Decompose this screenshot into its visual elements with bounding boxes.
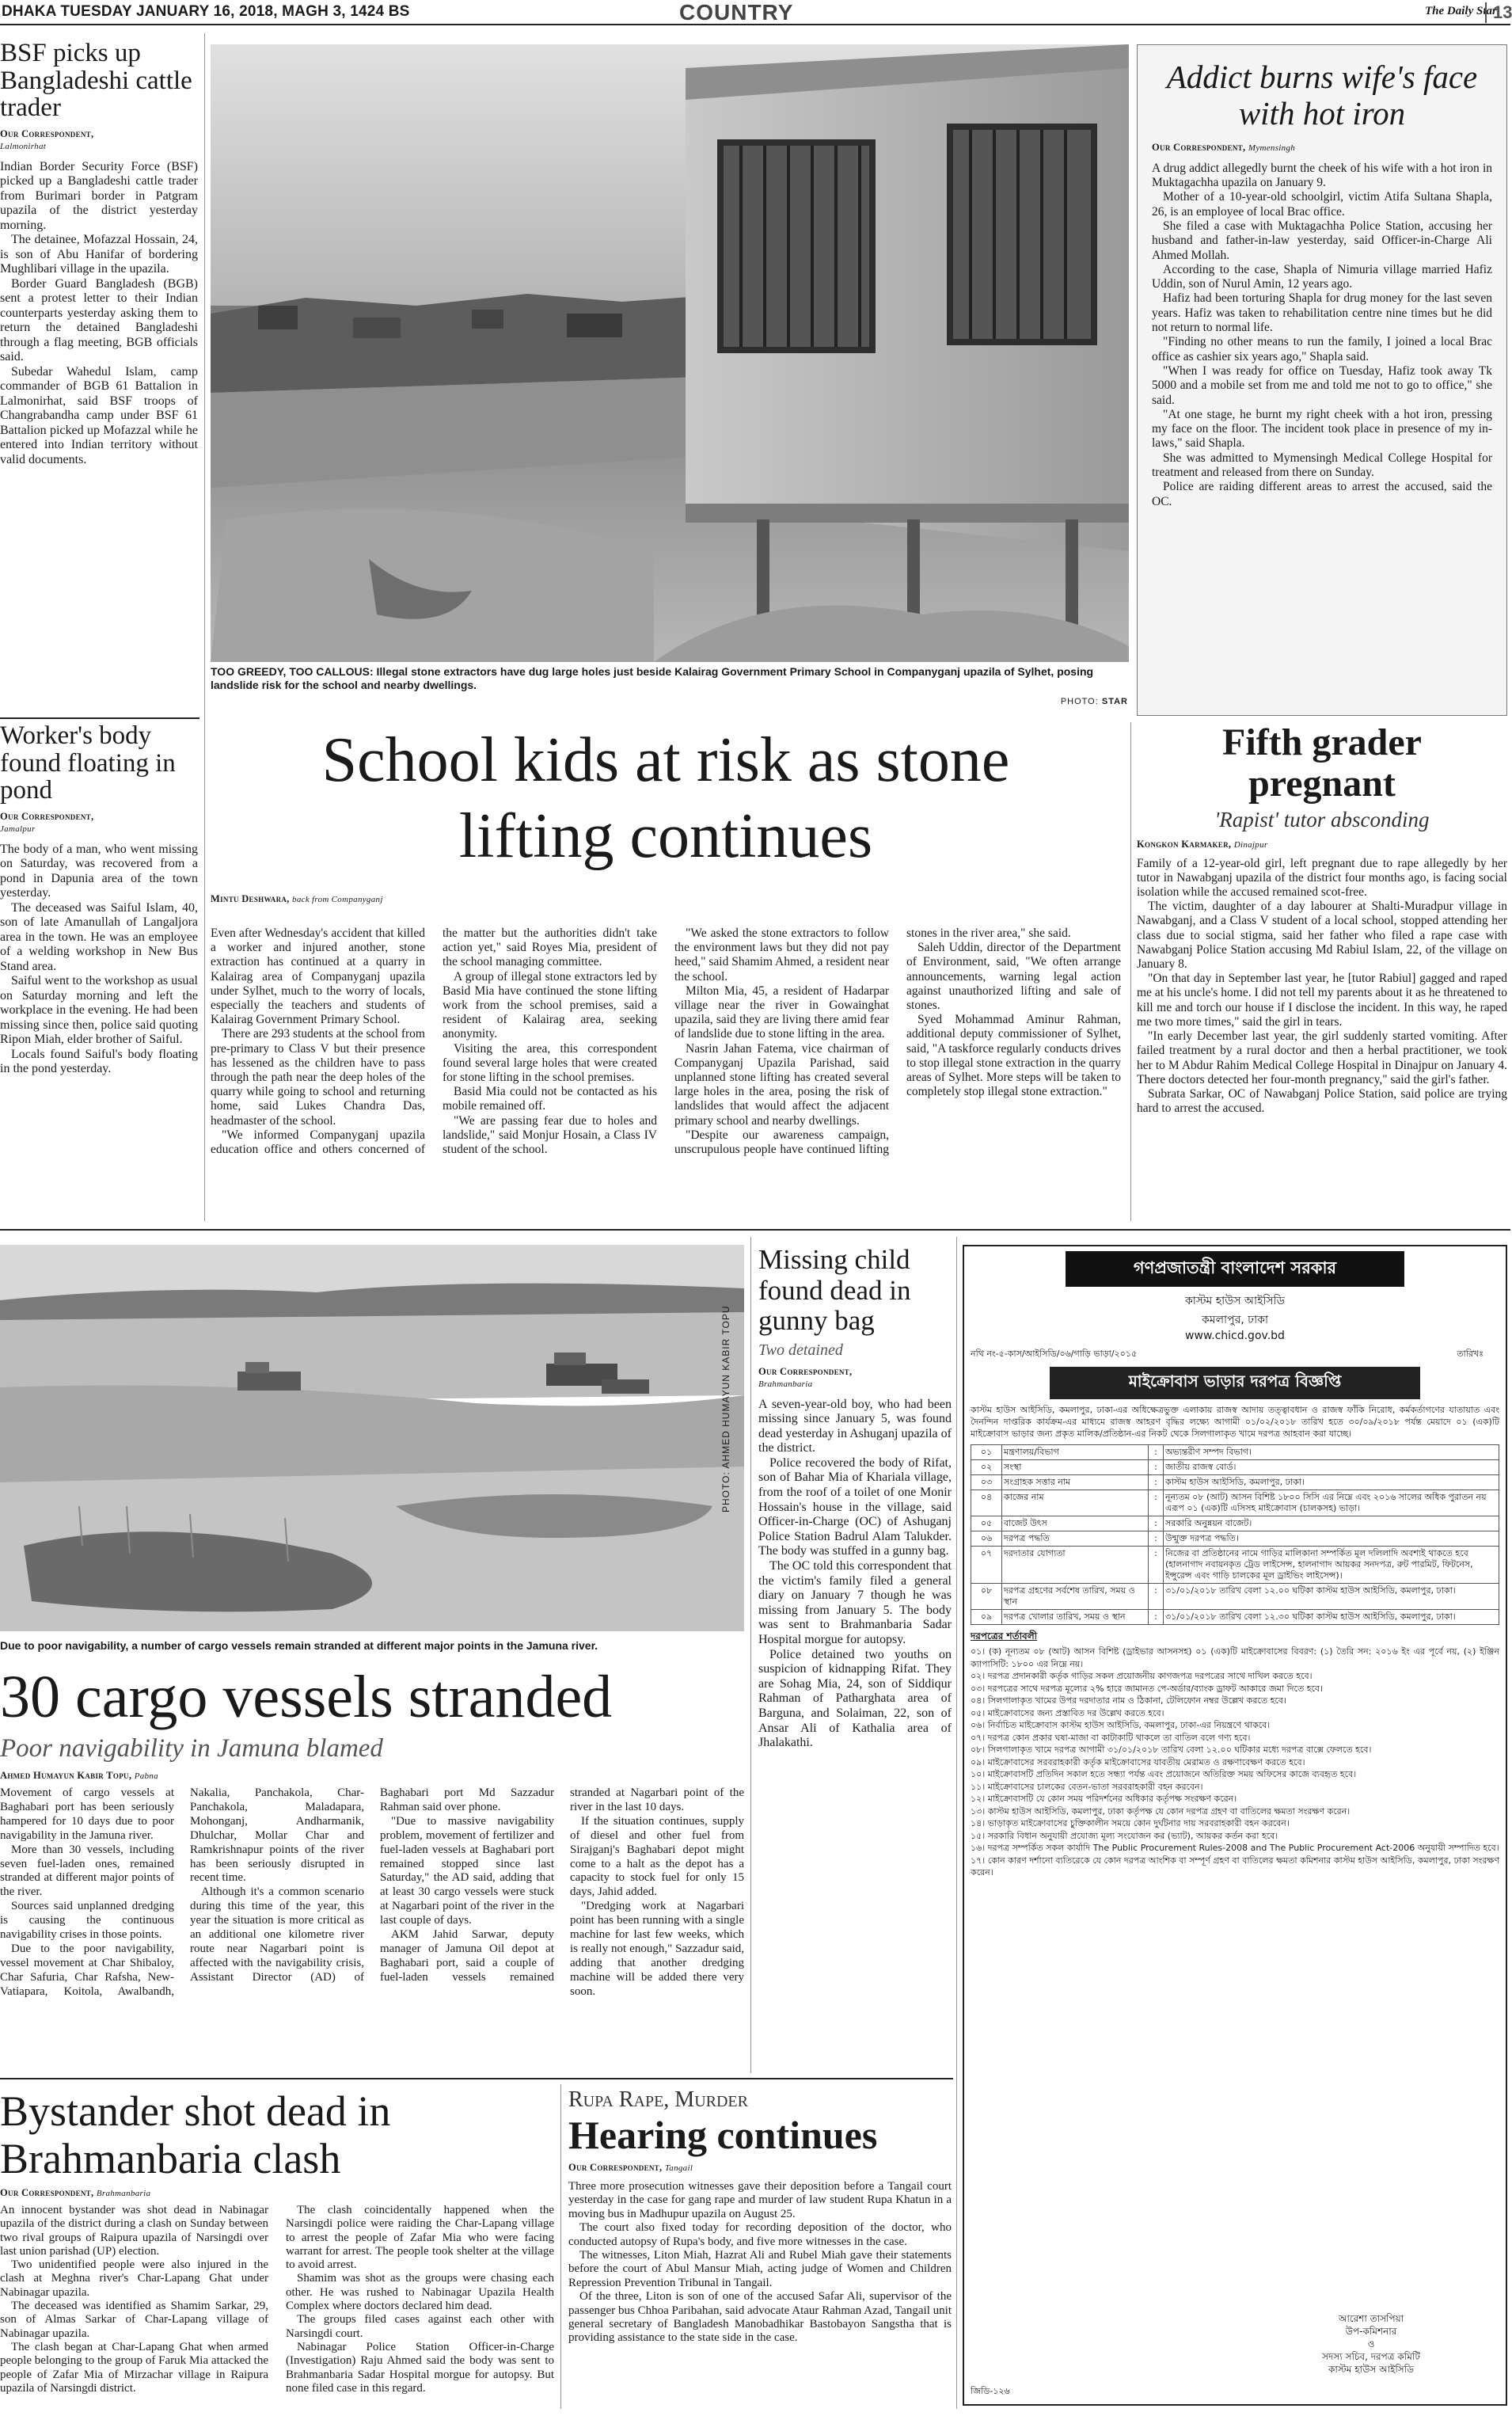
cargo-headline: 30 cargo vessels stranded (0, 1664, 613, 1730)
missing-story (758, 1245, 952, 2073)
masthead (0, 0, 1510, 25)
notice-term: ০৫। মাইক্রোবাসের জন্য প্রস্তাবিত দর উল্লেখ করতে হবে। (971, 1707, 1164, 1718)
notice-memo: নথি নং-৫-কাস/আইসিডি/০৬/গাড়ি ভাড়া/২০১৫ (971, 1349, 1138, 1359)
notice-row: ০৭ দরদাতার যোগ্যতা : নিজের বা প্রতিষ্ঠানের নামে গাড়ির মালিকানা সম্পর্কিত মূল দলিলাদি অবশ্যই থাকতে হবে (হালনাগাদ নবায়নকৃত ট্রেড লাইসেন্স, হালনাগাদ আয়কর সনদপত্র, রুট পারমিট, ফিটনেস, ইন্সুরেন্স এবং গাড়ি চালকের মূল ড্রাইভিং লাইসেন্স)। (971, 1547, 1499, 1584)
notice-website: www.chicd.gov.bd (1185, 1330, 1285, 1342)
fifth-body: Family of a 12-year-old girl, left pregnant due to rape allegedly by her tutor in Nawabganj upazila of the district four months ago, is facing social isolation while the accused remained scot-free. The victim, daughter of a day labourer at Shalti-Muradpur village in Nawabganj, and a Class V student of a local school, stopped attending her class due to social stigma, said her father who filed a rape case with Nawabganj Police Station accusing Md Rabiul Islam, 22, of the village on January 8. "On that day in September last year, he [tutor Rabiul] gagged and raped me at his uncle's home. I did not tell my parents about it as he threatened to kill me and torch our house if I disclose the incident. In this way, he raped me two more times," said the girl in tears. "In early December last year, the girl suddenly started vomiting. After failed treatment by a rural doctor and then a herbal practitioner, we took her to M Abdur Rahim Medical College Hospital in Dinajpur on January 4. There doctors detected her four-month pregnancy," said the girl's father. Subrata Sarkar, OC of Nawabganj Police Station, said police are trying hard to arrest the accused. (1137, 856, 1507, 1116)
fifth-story (1137, 722, 1507, 1223)
addict-byline: Our Correspondent, Mymensingh (1152, 141, 1296, 153)
signer-office: কাস্টম হাউস আইসিডি (1328, 2364, 1414, 2375)
notice-term: ১৩। কাস্টম হাউস আইসিডি, কমলাপুর, ঢাকা কর্তৃপক্ষ যে কোন দরপত্র গ্রহণ বা বাতিলের ক্ষমতা সংরক্ষণ করেন। (971, 1805, 1351, 1817)
bystander-headline: Bystander shot dead in Brahmanbaria clash (0, 2087, 391, 2182)
notice-term: ১৬। দরপত্র সম্পর্কিত সকল কার্যাদি The Public Procurement Rules-2008 and The Public Procurement Act-2006 অনুযায়ী সম্পাদিত হবে। (971, 1843, 1499, 1853)
notice-term: ১৭। কোন কারণ দর্শানো ব্যতিরেকে যে কোন দরপত্র আংশিক বা সম্পূর্ণ গ্রহণ বা বাতিলের ক্ষমতা কমিশনার কাস্টম হাউস আইসিডি, কমলাপুর, ঢাকা সংরক্ষণ করেন। (971, 1855, 1499, 1878)
addict-story (1137, 44, 1507, 716)
rupa-kicker: Rupa Rape, Murder (568, 2087, 748, 2112)
notice-row: ০৯ দরপত্র খোলার তারিখ, সময় ও স্থান : ৩১/০১/২০১৮ তারিখ বেলা ১২.৩০ ঘটিকা কাস্টম হাউস আইসিডি, কমলাপুর, ঢাকা। (971, 1610, 1499, 1625)
col-divider-right (1130, 722, 1131, 1221)
notice-title-bar: গণপ্রজাতন্ত্রী বাংলাদেশ সরকার (1066, 1251, 1404, 1287)
signer-and: ও (1367, 2338, 1375, 2349)
bsf-body: Indian Border Security Force (BSF) picked up a Bangladeshi cattle trader from Burimari border in Patgram upazila of the district yesterday morning. The detainee, Mofazzal Hossain, 24, is son of Abu Hanifar of bordering Mughlibari village in the upazila. Border Guard Bangladesh (BGB) sent a protest letter to their Indian counterparts yesterday asking them to return the detained Bangladeshi through a flag meeting, BGB officials said. Subedar Wahedul Islam, camp commander of BGB 61 Battalion in Lalmonirhat, said BSF troops of Changrabandha camp under BSF 61 Battalion picked up Mofazzal while he entered into Indian territory without valid documents. (0, 159, 198, 466)
quarry-illustration (211, 44, 1129, 662)
fifth-headline: Fifth grader pregnant (1222, 721, 1422, 805)
river-photo-credit: PHOTO: AHMED HUMAYUN KABIR TOPU (720, 1305, 731, 1512)
cargo-body: Movement of cargo vessels at Baghabari port has been seriously hampered for 10 days due to poor navigability in the Jamuna river. More than 30 vessels, including seven fuel-laden ones, remained stranded at different major points of the river. Sources said unplanned dredging is causing the continuous navigability crises in those points. Due to the poor navigability, vessel movement at Char Shibaloy, Char Safuria, Char Rafsha, New-Vatiapara, Koitola, Awalbandh, Nakalia, Panchakola, Char-Panchakola, Maladapara, Mohonganj, Andharmanik, Dhulchar, Mollar Char and Ramkrishnapur points of the river has been seriously disrupted in recent time. Although it's a common scenario during this time of the year, this year the situation is more critical as an additional one kilometre river route near Nagarbari point is affected with the navigability crisis, Assistant Director (AD) of Baghabari port Md Sazzadur Rahman said over phone. "Due to massive navigability problem, movement of fertilizer and fuel-laden vessels at Baghabari port remained stopped since last Saturday," the AD said, adding that at least 30 cargo vessels were stuck at Nagarbari point of the river in the last couple of days. AKM Jahid Sarwar, deputy manager of Jamuna Oil depot at Baghabari port, said a couple of fuel-laden vessels remained stranded at Nagarbari point of the river in the last 10 days. If the situation continues, supply of diesel and other fuel from Sirajganj's Baghabari depot might come to a halt as the depot has a capacity to stock fuel for only 15 days, Jahid added. "Dredging work at Nagarbari point has been running with a single machine for last few weeks, which is really not enough," Sazzadur said, adding that another dredging machine will be added there very soon. (0, 1786, 744, 1998)
notice-row: ০৮ দরপত্র গ্রহণের সর্বশেষ তারিখ, সময় ও স্থান : ৩১/০১/২০১৮ তারিখ বেলা ১২.০০ ঘটিকা কাস্টম হাউস আইসিডি, কমলাপুর, ঢাকা। (971, 1584, 1499, 1610)
river-photo-caption: Due to poor navigability, a number of cargo vessels remain stranded at different major points in the Jamuna river. (0, 1639, 598, 1652)
workers-body: The body of a man, who went missing on Saturday, was recovered from a pond in Dapunia area of the town yesterday. The deceased was Saiful Islam, 40, son of late Amanullah of Langaljora area in the town. He was an employee of a welding workshop in New Bus Stand area. Saiful went to the workshop as usual on Saturday morning and left the workplace in the evening. He had been missing since then, police said quoting Ripon Miah, elder brother of Saiful. Locals found Saiful's body floating in the pond yesterday. (0, 842, 198, 1076)
river-illustration (0, 1245, 744, 1631)
river-photo (0, 1245, 744, 1631)
signer-committee: সদস্য সচিব, দরপত্র কমিটি (1322, 2351, 1420, 2362)
notice-terms (971, 1646, 1499, 1879)
bsf-story (0, 40, 198, 719)
workers-byline: Our Correspondent, Jamalpur (0, 810, 94, 834)
school-byline: Mintu Deshwara, back from Companyganj (211, 893, 383, 904)
missing-body: A seven-year-old boy, who had been missing since January 5, was found dead yesterday in Ashuganj upazila of the district. Police recovered the body of Rifat, son of Bahar Mia of Khariala village, from the roof of a toilet of one Monir Hossain's house in the village, said Officer-in-Charge (OC) of Ashuganj Police Station Badrul Alam Talukder. The body was stuffed in a gunny bag. The OC told this correspondent that the victim's family filed a general diary on January 7 though he was missing from January 5. The body was sent to Brahmanbaria Sadar Hospital morgue for autopsy. Police detained two youths on suspicion of kidnapping Rifat. They are Sohag Mia, 24, son of Siddiqur Rahman of Patharghata area of Barguna, and Solaiman, 22, son of Ansar Ali of Kathalia area of Jhalakathi. (758, 1397, 952, 1750)
signer-name: আরেশা তাসপিয়া (1338, 2313, 1404, 2324)
notice-intro: কাস্টম হাউস আইসিডি, কমলাপুর, ঢাকা-এর অধিক্ষেত্রভুক্ত এলাকায় রাজস্ব আদায় তত্ত্বাবধান ও রাজস্ব ফাঁকি নিরোধ, কর্মকর্তাগণের যাতায়াত এবং দৈনন্দিন দাপ্তরিক কার্যক্রম-এর মাধ্যমে রাজস্ব আহরণ বৃদ্ধির লক্ষ্যে আগামী ০১/০২/২০১৮ তারিখ হতে ৩০/০৯/২০১৮ পর্যন্ত মেয়াদে ০১ (এক)টি মাইক্রোবাস ভাড়ার জন্য প্রকৃত মালিক/প্রতিষ্ঠান-এর নিকট থেকে সিলগালাকৃত খামে দরপত্র আহবান করা যাচ্ছে। (971, 1405, 1499, 1439)
notice-row: ০৪ কাজের নাম : নূন্যতম ০৮ (আট) আসন বিশিষ্ট ১৮০০ সিসি এর নিম্নে এবং ২০১৬ সালের অধিক পুরাতন নয় এরূপ ০১ (এক)টি এসিসহ মাইক্রোবাস (চালকসহ) ভাড়া। (971, 1490, 1499, 1516)
rupa-byline: Our Correspondent, Tangail (568, 2162, 693, 2173)
quarry-photo-credit: PHOTO: STAR (1060, 697, 1128, 706)
notice-term: ০৮। সিলগালাকৃত খামে দরপত্র আগামী ৩১/০১/২০১৮ তারিখ বেলা ১২.০০ ঘটিকার মধ্যে দরপত্র বাক্সে ফেলতে হবে। (971, 1744, 1372, 1755)
notice-row: ০২ সংস্থা : জাতীয় রাজস্ব বোর্ড। (971, 1460, 1499, 1475)
paper-name: The Daily Star (1425, 5, 1497, 17)
notice-term: ১১। মাইক্রোবাসের চালকের বেতন-ভাতা সরবরাহকারী বহন করবেন। (971, 1781, 1203, 1792)
notice-term: ১৫। সরকারি বিধান অনুযায়ী প্রযোজ্য মূল্য সংযোজন কর (ভ্যাট), আয়কর কর্তন করা হবে। (971, 1830, 1278, 1841)
missing-headline: Missing child found dead in gunny bag (758, 1244, 911, 1336)
tender-notice (963, 1245, 1507, 2406)
rule-bottom (0, 2078, 953, 2079)
fifth-subhead: 'Rapist' tutor absconding (1214, 807, 1430, 831)
notice-term: ১৪। ভাড়াকৃত মাইক্রোবাসের চুক্তিকালীন সময়ে কোন দুর্ঘটনার দায় সরবরাহকারী বহন করবেন। (971, 1818, 1290, 1828)
rupa-story (568, 2087, 952, 2410)
notice-term: ০৭। দরপত্র কোন প্রকার ঘষা-মাজা বা কাটাকাটি থাকলে তা বাতিল বলে গণ্য হবে। (971, 1732, 1251, 1743)
notice-term: ০৪। সিলগালাকৃত খামের উপর দরদাতার নাম ও ঠিকানা, টেলিফোন নম্বর উল্লেখ করতে হবে। (971, 1695, 1286, 1706)
quarry-photo-caption: TOO GREEDY, TOO CALLOUS: Illegal stone extractors have dug large holes just beside Kalairag Government Primary School in Companyganj upazila of Sylhet, posing landslide risk for the school and nearby dwellings. (211, 665, 1094, 691)
cargo-byline: Ahmed Humayun Kabir Topu, Pabna (0, 1770, 158, 1781)
notice-date-label: তারিখঃ (1457, 1349, 1484, 1359)
signer-title: উপ-কমিশনার (1345, 2326, 1397, 2337)
cargo-subhead: Poor navigability in Jamuna blamed (0, 1734, 383, 1763)
rule-middle (0, 1229, 1510, 1231)
notice-signature (1268, 2312, 1474, 2376)
bsf-byline: Our Correspondent, Lalmonirhat (0, 127, 94, 151)
missing-byline: Our Correspondent, Brahmanbaria (758, 1365, 853, 1389)
fifth-byline: Kongkon Karmaker, Dinajpur (1137, 838, 1268, 850)
notice-term: ০৩। দরপত্রের সাথে দরপত্র মূল্যের ২% হারে জামানত পে-অর্ডার/ব্যাংক ড্রাফট আকারে জমা দিতে হবে। (971, 1683, 1323, 1694)
school-headline: School kids at risk as stone lifting continues (321, 725, 1010, 871)
bystander-byline: Our Correspondent, Brahmanbaria (0, 2187, 151, 2198)
cargo-story (0, 1661, 744, 2073)
section-name: COUNTRY (679, 0, 794, 25)
quarry-school-photo (211, 44, 1129, 662)
missing-subhead: Two detained (758, 1341, 843, 1359)
notice-term: ০৬। নির্বাচিত মাইক্রোবাস কাস্টম হাউস আইসিডি, কমলাপুর, ঢাকা-এর নিয়ন্ত্রণে থাকবে। (971, 1720, 1271, 1730)
school-body: Even after Wednesday's accident that killed a worker and injured another, stone extraction has continued at a quarry in Kalairag area of Companyganj upazila under Sylhet, much to the worry of locals, especially the teachers and students of Kalairag Government Primary School. There are 293 students at the school from pre-primary to Class V but their presence has lessened as the children have to pass through the path near the deep holes of the quarry while going to school and returning home, said Lukes Chandra Das, headmaster of the school. "We informed Companyganj upazila education office and others concerned of the matter but the authorities didn't take action yet," said Royes Mia, president of the school managing committee. A group of illegal stone extractors led by Basid Mia have continued the stone lifting work from the school premises, said a resident of Kalairag area, seeking anonymity. Visiting the area, this correspondent found several large holes that were created for stone lifting in the school premises. Basid Mia could not be contacted as his mobile remained off. "We are passing fear due to holes and landslide," said Monjur Hosain, a Class IV student of the school. "We asked the stone extractors to follow the environment laws but they did not pay heed," said Shamim Ahmed, a resident near the school. Milton Mia, 45, a resident of Hadarpar village near the river in Gowainghat upazila, said they are living there amid fear of landslide due to stone lifting in the area. Nasrin Jahan Fatema, vice chairman of Companyganj Upazila Parishad, said unplanned stone lifting has created several large holes in the area, posing the risk of landslides that would affect the adjacent primary school and nearby dwellings. "Despite our awareness campaign, unscrupulous people have continued lifting stones in the river area," she said. Saleh Uddin, director of the Department of Environment, said, "We often arrange announcements, warning legal action against unauthorized lifting and sale of stones. Syed Mohammad Aminur Rahman, additional deputy commissioner of Sylhet, said, "A taskforce regularly conducts drives to stop illegal stone extraction in the quarry areas of Sylhet. More steps will be taken to completely stop illegal stone extraction." (211, 926, 1121, 1157)
school-story (211, 722, 1121, 1223)
notice-term: ১০। মাইক্রোবাসটি প্রতিদিন সকাল হতে সন্ধ্যা পর্যন্ত এবং প্রয়োজনে অতিরিক্ত সময় অফিসের কাজে ব্যবহৃত হবে। (971, 1769, 1357, 1779)
notice-code: জিডি-১২৬ (971, 2386, 1010, 2396)
col-divider-left (204, 33, 205, 1221)
notice-row: ০১ মন্ত্রণালয়/বিভাগ : অভ্যন্তরীণ সম্পদ বিভাগ। (971, 1445, 1499, 1460)
notice-terms-heading: দরপত্রের শর্তাবলী (971, 1630, 1038, 1642)
workers-headline: Worker's body found floating in pond (0, 721, 176, 805)
notice-row: ০৩ সংগ্রাহক সত্তার নাম : কাস্টম হাউস আইসিডি, কমলাপুর, ঢাকা। (971, 1475, 1499, 1490)
notice-heading: মাইক্রোবাস ভাড়ার দরপত্র বিজ্ঞপ্তি (1050, 1367, 1420, 1399)
notice-term: ১২। মাইক্রোবাসটি যে কোন সময় পরিদর্শনের অধিকার কর্তৃপক্ষ সংরক্ষণ করেন। (971, 1794, 1237, 1804)
notice-term: ০২। দরপত্র প্রদানকারী কর্তৃক গাড়ির সকল প্রয়োজনীয় কাগজপত্র দরপত্রের সাথে দাখিল করতে হবে। (971, 1671, 1313, 1681)
notice-table (971, 1444, 1499, 1625)
addict-headline: Addict burns wife's face with hot iron (1166, 59, 1478, 131)
rupa-headline: Hearing continues (568, 2113, 878, 2157)
workers-story (0, 722, 198, 1223)
notice-row: ০৫ বাজেট উৎস : সরকারি অনুন্নয়ন বাজেট। (971, 1516, 1499, 1531)
notice-place: কমলাপুর, ঢাকা (1202, 1314, 1268, 1326)
page-number: 13 (1485, 2, 1512, 23)
notice-term: ০১। (ক) নূন্যতম ০৮ (আট) আসন বিশিষ্ট (ড্রাইভার আসনসহ) ০১ (এক)টি মাইক্রোবাসের বিবরণ: (১) তৈরি সন: ২০১৬ ইং এর পূর্বে নয়, (২) ইঞ্জিন ক্যাপাসিটি: ১৮০০ এর নিম্নে নয়। (971, 1646, 1499, 1669)
bystander-story (0, 2087, 554, 2410)
notice-term: ০৯। মাইক্রোবাসের সরবরাহকারী কর্তৃক মাইক্রোবাসের যাবতীয় মেরামত ও রক্ষণাবেক্ষণ করতে হবে। (971, 1756, 1305, 1767)
col-divider-mid (750, 1237, 751, 2073)
notice-office: কাস্টম হাউস আইসিডি (1185, 1295, 1285, 1307)
addict-body: A drug addict allegedly burnt the cheek of his wife with a hot iron in Muktagachha upazila on January 9. Mother of a 10-year-old schoolgirl, victim Atifa Sultana Shapla, 26, is an employee of local Brac office. She filed a case with Muktagachha Police Station, accusing her husband and father-in-law yesterday, said Officer-in-Charge Ali Ahmed Mollah. According to the case, Shapla of Nimuria village married Hafiz Uddin, son of Nurul Amin, 12 years ago. Hafiz had been torturing Shapla for drug money for the last seven years. Hafiz was taken to rehabilitation centre nine times but he did not return to normal life. "Finding no other means to run the family, I joined a local Brac office as cashier six years ago," Shapla said. "When I was ready for office on Tuesday, Hafiz took away Tk 5000 and a mobile set from me and told me not to go to office," she said. "At one stage, he burnt my right cheek with a hot iron, pressing my face on the floor. The incident took place in presence of my in-laws," said Shapla. She was admitted to Mymensingh Medical College Hospital for treatment and released from there on Sunday. Police are raiding different areas to arrest the accused, said the OC. (1152, 161, 1492, 508)
dateline: DHAKA TUESDAY JANUARY 16, 2018, MAGH 3, 1424 BS (2, 3, 410, 20)
col-divider-notice (956, 1237, 957, 2409)
col-divider-bottom (560, 2084, 561, 2409)
rupa-body: Three more prosecution witnesses gave their deposition before a Tangail court yesterday in the case for gang rape and murder of law student Rupa Khatun in a moving bus in Madhupur upazila on August 25. The court also fixed today for recording deposition of the doctor, who conducted autopsy of Rupa's body, and five more witnesses in the case. The witnesses, Liton Miah, Hazrat Ali and Rubel Miah gave their statements before the court of Abul Mansur Miah, acting judge of Women and Children Repression Prevention Tribunal in Tangail. Of the three, Liton is son of one of the accused Safar Ali, supervisor of the passenger bus Chhoa Paribahan, said advocate Ataur Rahman Azad, Tangail unit general secretary of Bangladesh Manobadhikar Bastobayon Sangstha that is providing assistance to the state side in the case. (568, 2180, 952, 2345)
notice-row: ০৬ দরপত্র পদ্ধতি : উন্মুক্ত দরপত্র পদ্ধতি। (971, 1531, 1499, 1547)
rule-left-1 (0, 717, 199, 719)
bsf-headline: BSF picks up Bangladeshi cattle trader (0, 39, 192, 123)
bystander-body: An innocent bystander was shot dead in Nabinagar upazila of the district during a clash on Sunday between two rival groups of Raipura upazila of Narsingdi over last union parishad (UP) election. Two unidentified people were also injured in the clash at Meghna river's Char-Lapang Ghat under Nabinagar upazila. The deceased was identified as Shamim Sarkar, 29, son of Almas Sarkar of Char-Lapang village of Nabinagar upazila. The clash began at Char-Lapang Ghat when armed people belonging to the group of Faruk Mia attacked the people of Zafar Mia of Mirzachar village in Raipura upazila of Narsingdi district. The clash coincidentally happened when the Narsingdi police were raiding the Char-Lapang village to arrest the people of Zafar Mia who were facing warrant for arrest. The people took shelter at the village to avoid arrest. Shamim was shot as the groups were chasing each other. He was rushed to Nabinagar Upazila Health Complex where doctors declared him dead. The groups filed cases against each other with Narsingdi court. Nabinagar Police Station Officer-in-Charge (Investigation) Raju Ahmed said the body was sent to Brahmanbaria Sadar Hospital morgue for autopsy. But none filed case in this regard. (0, 2204, 554, 2395)
